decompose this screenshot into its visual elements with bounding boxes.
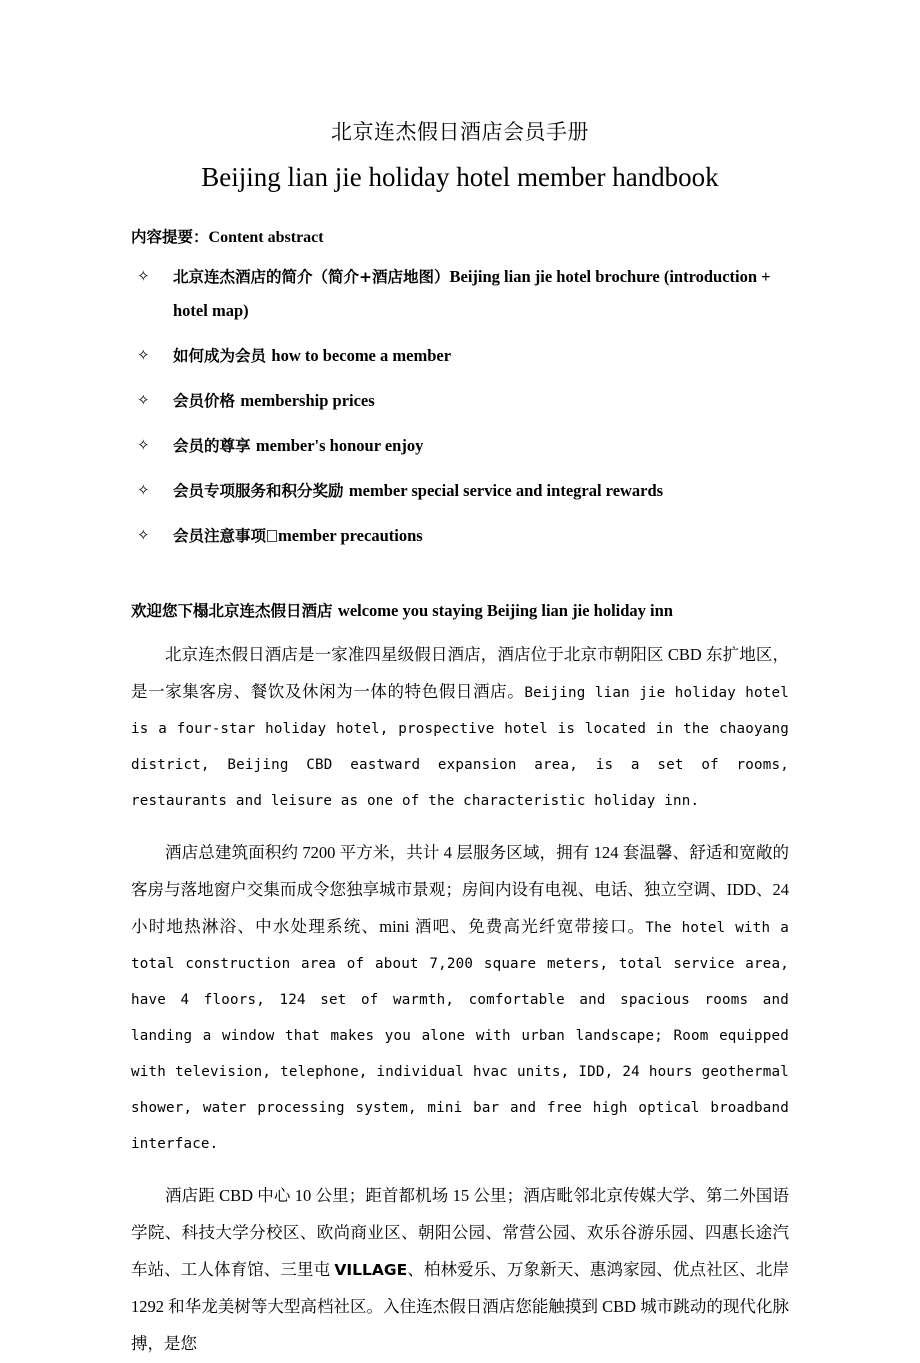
list-item-label-english: membership prices [240,391,375,410]
document-content-column [131,0,789,1363]
page-title-english: Beijing lian jie holiday hotel member handbook [201,162,719,192]
list-item [131,339,789,373]
list-item [131,384,789,418]
paragraph-3-chinese-part2: 、柏林爱乐、万象新天、惠鸿家园、优点社区、北岸 1292 和华龙美树等大型高档社区。入住连杰假日酒店您能触摸到 CBD 城市跳动的现代化脉搏，是您 [131,1260,790,1353]
diamond-bullet-icon: ✧ [137,526,150,544]
body-paragraph-1 [131,623,789,819]
body-paragraph-2 [131,819,789,1162]
diamond-bullet-icon: ✧ [137,436,150,454]
list-item-label-chinese: 会员的尊享 [173,437,256,455]
welcome-heading [131,564,789,623]
list-item-label-chinese: 会员价格 [173,392,241,410]
content-abstract-label-chinese: 内容提要： [131,228,209,246]
list-item [131,519,789,553]
diamond-bullet-icon: ✧ [137,481,150,499]
diamond-bullet-icon: ✧ [137,346,150,364]
paragraph-2-chinese: 酒店总建筑面积约 7200 平方米，共计 4 层服务区域，拥有 124 套温馨、舒适和宽敞的客房与落地窗户交集而成令您独享城市景观；房间内设有电视、电话、独立空调、IDD、24 小时地热淋浴、中水处理系统、mini 酒吧、免费高光纤宽带接口。 [131,843,789,936]
list-item-label-english: how to become a member [271,346,452,365]
list-item-label-chinese: 如何成为会员 [173,347,272,365]
welcome-heading-chinese: 欢迎您下榻北京连杰假日酒店 [131,602,338,620]
welcome-heading-english: welcome you staying Beijing lian jie holiday inn [337,601,673,620]
paragraph-2-english: The hotel with a total construction area of about 7,200 square meters, total service area, have 4 floors, 124 set of warmth, comfortable and spacious rooms and landing a window that makes you alone with urban landscape; Room equipped with television, telephone, individual hvac units, IDD, 24 hours geothermal shower, water processing system, mini bar and free high optical broadband interface. [131,920,789,1152]
list-item-label-english: member's honour enjoy [255,436,424,455]
list-item [131,260,789,328]
list-item-label-chinese: 会员注意事项 [173,527,267,545]
list-item-label-english: Beijing lian jie hotel brochure (introduction + hotel map) [173,267,771,320]
list-item-label-chinese: 会员专项服务和积分奖励 [173,482,349,500]
body-paragraph-3 [131,1162,789,1363]
missing-glyph-box [267,530,277,542]
diamond-bullet-icon: ✧ [137,391,150,409]
paragraph-1-english: Beijing lian jie holiday hotel is a four-star holiday hotel, prospective hotel is located in the chaoyang district, Beijing CBD eastward expansion area, is a set of rooms, restaurants and leisure as one of the characteristic holiday inn. [131,685,789,809]
content-abstract-list [131,249,789,553]
list-item [131,429,789,463]
paragraph-1-chinese: 北京连杰假日酒店是一家准四星级假日酒店，酒店位于北京市朝阳区 CBD 东扩地区，是一家集客房、餐饮及休闲为一体的特色假日酒店。 [131,645,789,701]
content-abstract-heading [131,194,789,249]
list-item-label-english: member special service and integral rewards [348,481,664,500]
paragraph-3-place-name: VILLAGE [334,1261,408,1279]
paragraph-3-chinese-part1: 酒店距 CBD 中心 10 公里；距首都机场 15 公里；酒店毗邻北京传媒大学、第二外国语学院、科技大学分校区、欧尚商业区、朝阳公园、常营公园、欢乐谷游乐园、四惠长途汽车站、工人体育馆、三里屯 [131,1186,789,1279]
list-item-label-chinese: 北京连杰酒店的简介（简介+酒店地图） [173,268,450,286]
diamond-bullet-icon: ✧ [137,267,150,285]
page-title-chinese: 北京连杰假日酒店会员手册 [331,120,589,144]
list-item-label-english: member precautions [278,526,423,545]
list-item [131,474,789,508]
content-abstract-label-english: Content abstract [208,229,324,246]
